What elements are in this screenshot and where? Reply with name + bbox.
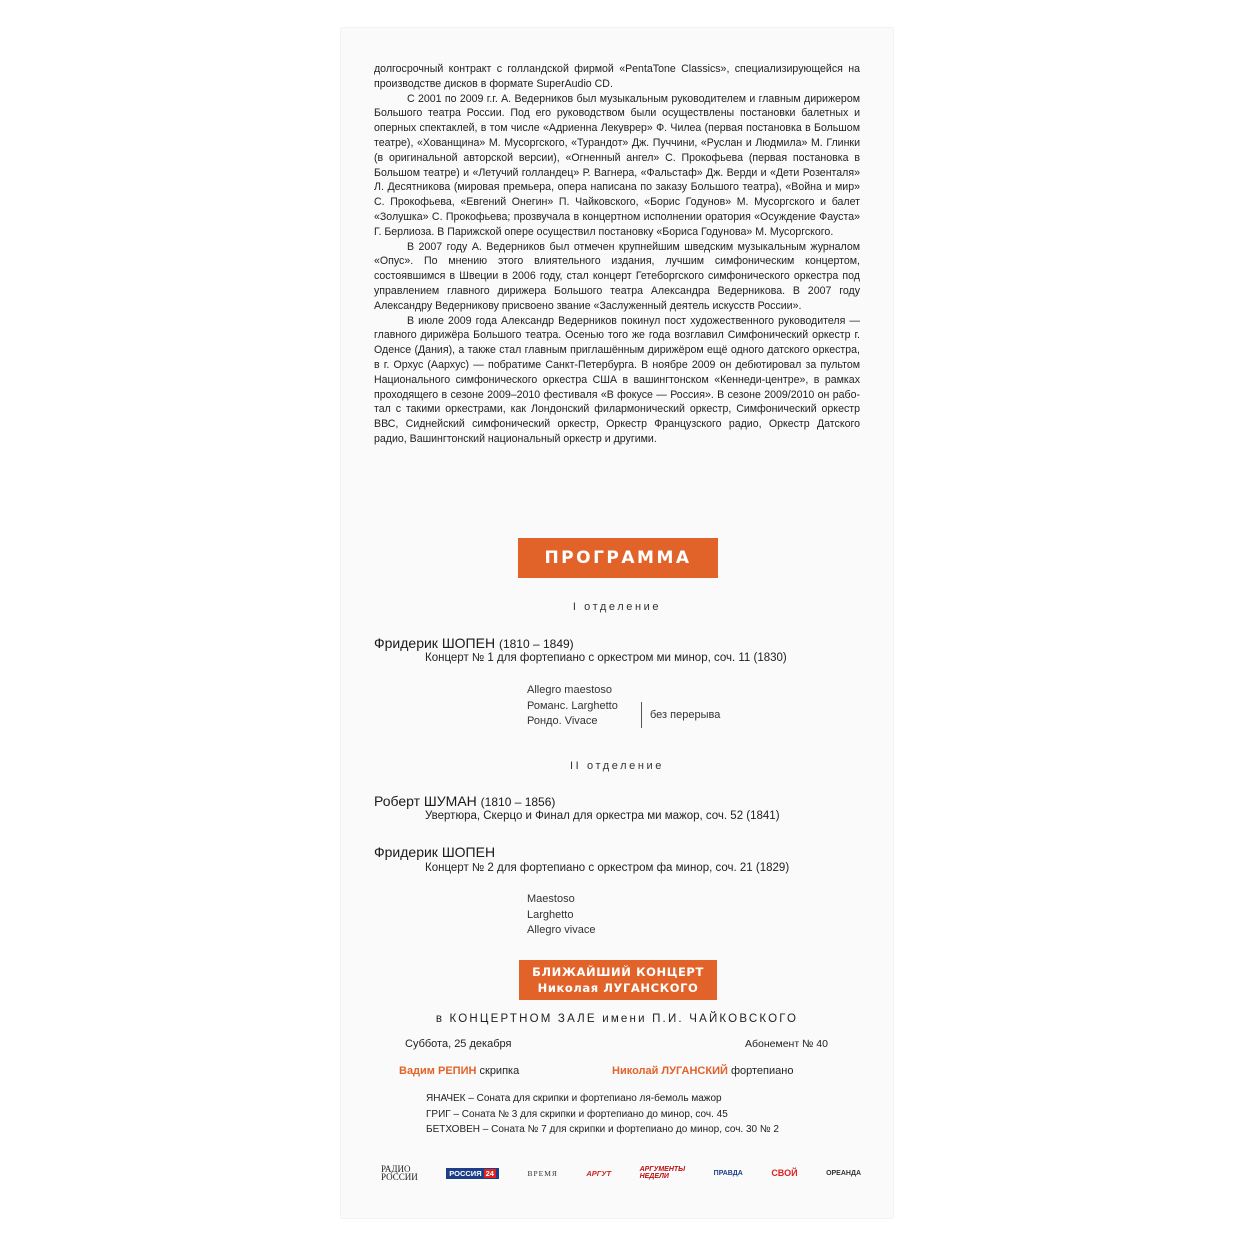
subscription-number: Абонемент № 40 (745, 1038, 828, 1050)
performer-violin (399, 1065, 519, 1077)
logo-text: АРГУМЕНТЫ (639, 1166, 686, 1173)
bio-paragraph: долгосрочный контракт с голландской фирмой «PentaTone Classics», специализирующейся на производстве дисков в формате SuperAudio CD. (374, 63, 860, 90)
movement: Романс. Larghetto (527, 699, 618, 712)
concert-date: Суббота, 25 декабря (405, 1038, 512, 1050)
argut-logo: АРГУТ (586, 1168, 612, 1178)
russia24-logo (446, 1168, 499, 1179)
movement: Larghetto (527, 908, 574, 921)
part1-composer (374, 635, 574, 651)
vremya-logo: ВРЕМЯ (527, 1168, 558, 1178)
logo-text: 24 (485, 1168, 494, 1178)
part2-composer1 (374, 793, 555, 809)
performer-piano (612, 1065, 793, 1077)
logo-text: РОССИИ (381, 1172, 418, 1182)
performer-role: фортепиано (730, 1065, 794, 1077)
logo-text: РОССИЯ (449, 1168, 482, 1178)
composer-dates: (1810 – 1856) (480, 795, 556, 809)
program-page (341, 28, 893, 1218)
svoi-logo: СВОЙ (771, 1168, 798, 1178)
part2-title: II отделение (570, 760, 664, 772)
recital-program (426, 1091, 779, 1138)
composer-name: Фридерик ШОПЕН (374, 635, 496, 651)
logo-text: НЕДЕЛИ (639, 1173, 669, 1180)
recital-item: БЕТХОВЕН – Соната № 7 для скрипки и фортепиано до минор, соч. 30 № 2 (426, 1124, 779, 1135)
bio-paragraph: В июле 2009 года Александр Ведерников покинул пост художественного руководителя — главного дирижёра Большого театра. Осенью того же года возглавил Симфонический оркестр г. Оденсе (Дания), а также стал главным приглашённым дирижёром ещё одного датского оркестра, в г. Орхус (Аархус) — побратиме Санкт-Петербурга. В ноябре 2009 он дебютировал за пультом Национального симфонического оркестра США в вашингтонском «Кеннеди-центре», в рамках проходящего в сезоне 2009–2010 фестиваля «В фокусе — Россия». В сезоне 2009/2010 он работал с такими оркестрами, как Лондонский филармонический оркестр, Симфонический оркестр ВВС, Сиднейский симфонический оркестр, Оркестр Французского радио, Оркестр Датского радио, Вашингтонский национальный оркестр и другими. (374, 314, 860, 445)
concert-hall: в КОНЦЕРТНОМ ЗАЛЕ имени П.И. ЧАЙКОВСКОГО (435, 1013, 799, 1025)
bio-paragraph: С 2001 по 2009 г.г. А. Ведерников был музыкальным руководителем и главным дирижером Большого театра России. Под его руководством были осуществлены постановки балетных и оперных спектаклей, в том числе «Адриенна Лекуврер» Ф. Чилеа (первая постановка в Большом театре), «Хованщина» М. Мусоргского, «Турандот» Дж. Пуччини, «Руслан и Людмила» М. Глинки (в оригинальной авторской версии), «Огненный ангел» С. Прокофьева (первая постановка в Большом театре) и «Летучий голландец» Р. Вагнера, «Фальстаф» Дж. Верди и «Дети Розенталя» Л. Десятникова (мировая премьера, опера написана по заказу Большого театра), «Война и мир» С. Прокофьева, «Евгений Онегин» П. Чайковского, «Борис Годунов» М. Мусоргского и балет «Золушка» С. Прокофьева; прозвучала в концертном исполнении оратория «Осуждение Фауста» Г. Берлиоза. В Парижской опере осуществил постановку «Бориса Годунова» М. Мусоргского. (374, 92, 860, 238)
movement: Allegro maestoso (527, 684, 612, 696)
movement: Рондо. Vivace (527, 715, 598, 727)
bio-paragraph: В 2007 году А. Ведерников был отмечен крупнейшим шведским музыкальным журналом «Опус». По мнению этого влиятельного издания, лучшим симфоническим концертом, состоявшимся в Швеции в 2006 году, стал концерт Гетеборгского симфонического оркестра под управлением главного дирижера Большого театра Александра Ведерникова. В 2007 году Александру Ведерникову присвоено звание «Заслуженный деятель искусств России». (374, 240, 860, 312)
argumenty-nedeli-logo (640, 1166, 686, 1180)
oreanda-logo: ОРЕАНДА (826, 1169, 861, 1177)
sponsor-logos (381, 1160, 861, 1186)
part1-work: Концерт № 1 для фортепиано с оркестром ми минор, соч. 11 (1830) (425, 652, 787, 664)
performer-name: Вадим РЕПИН (399, 1065, 477, 1077)
performer-role: скрипка (479, 1065, 520, 1077)
conductor-biography (374, 62, 860, 447)
no-break-note: без перерыва (641, 702, 720, 728)
banner-line: Николая ЛУГАНСКОГО (537, 981, 699, 995)
banner-line: БЛИЖАЙШИЙ КОНЦЕРТ (532, 965, 704, 979)
part2-work2: Концерт № 2 для фортепиано с оркестром фа минор, соч. 21 (1829) (425, 862, 790, 874)
composer-name: Роберт ШУМАН (374, 793, 477, 809)
part1-title: I отделение (572, 601, 662, 613)
part2-movements (527, 892, 595, 939)
part2-composer2: Фридерик ШОПЕН (374, 844, 496, 860)
next-concert-banner (519, 960, 717, 1000)
movement: Allegro vivace (527, 924, 596, 936)
performer-name: Николай ЛУГАНСКИЙ (612, 1065, 728, 1077)
pravda-logo: ПРАВДА (713, 1169, 743, 1177)
recital-item: ЯНАЧЕК – Соната для скрипки и фортепиано ля-бемоль мажор (426, 1093, 722, 1104)
part2-work1: Увертюра, Скерцо и Финал для оркестра ми мажор, соч. 52 (1841) (425, 810, 780, 822)
radio-rossii-logo (381, 1165, 418, 1181)
composer-dates: (1810 – 1849) (498, 637, 574, 651)
program-banner: ПРОГРАММА (518, 538, 718, 578)
logo-text: РАДИО (381, 1164, 411, 1174)
recital-item: ГРИГ – Соната № 3 для скрипки и фортепиано до минор, соч. 45 (426, 1108, 728, 1120)
part1-movements (527, 683, 618, 730)
movement: Maestoso (527, 893, 575, 905)
